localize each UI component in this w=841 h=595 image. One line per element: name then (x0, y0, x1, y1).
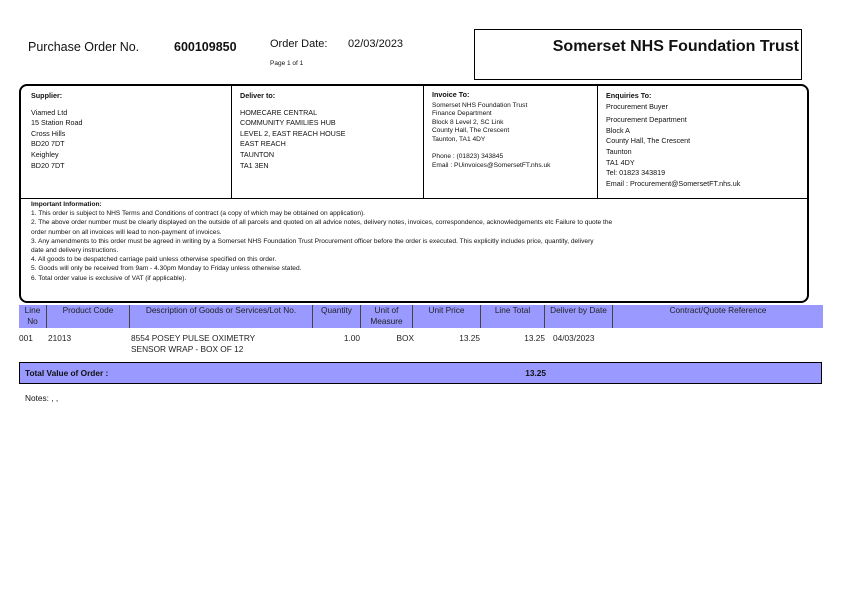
spacer (432, 145, 594, 154)
divider (21, 198, 807, 199)
deliver-line: TAUNTON (240, 149, 275, 159)
row-unit-of-measure: BOX (396, 333, 414, 343)
enquiries-line: TA1 4DY (606, 157, 635, 167)
divider (231, 86, 232, 198)
column-header-contract-ref: Contract/Quote Reference (669, 305, 767, 315)
invoice-line: Finance Department (432, 110, 492, 118)
column-header-unit-price: Unit Price (413, 305, 481, 328)
trust-name-box (474, 29, 802, 80)
supplier-line: Cross Hills (31, 128, 66, 138)
column-header-unit-of-measure: Unit of Measure (361, 305, 413, 328)
important-line: 1. This order is subject to NHS Terms and Conditions of contract (a copy of which may be obtained on application). (31, 210, 366, 218)
invoice-title: Invoice To: (432, 90, 470, 99)
po-number: 600109850 (174, 40, 237, 54)
enquiries-line: Taunton (606, 146, 632, 156)
supplier-line: BD20 7DT (31, 160, 65, 170)
page-indicator: Page 1 of 1 (270, 60, 304, 67)
row-line-total: 13.25 (524, 333, 545, 343)
supplier-line: 15 Station Road (31, 118, 83, 128)
notes: Notes: , , (25, 393, 59, 403)
supplier-block (31, 91, 221, 171)
deliver-line: HOMECARE CENTRAL (240, 107, 318, 117)
deliver-line: TA1 3EN (240, 160, 269, 170)
important-title: Important Information: (31, 201, 102, 208)
deliver-title: Deliver to: (240, 91, 276, 100)
invoice-line: Phone : (01823) 343845 (432, 153, 504, 161)
enquiries-line: Procurement Buyer (606, 101, 668, 111)
total-label: Total Value of Order : (25, 368, 109, 378)
column-header-quantity: Quantity (313, 305, 361, 328)
column-header-deliver-by: Deliver by Date (545, 305, 613, 328)
enquiries-line: Procurement Department (606, 115, 687, 125)
supplier-line: Keighley (31, 149, 59, 159)
invoice-line: County Hall, The Crescent (432, 127, 510, 135)
table-row (0, 333, 841, 357)
po-label: Purchase Order No. (28, 40, 140, 54)
important-line: 3. Any amendments to this order must be agreed in writing by a Somerset NHS Foundation Trust Procurement officer before the order is executed. This explicitly includes price, quantity, delivery (31, 237, 594, 245)
supplier-line: BD20 7DT (31, 139, 65, 149)
enquiries-line: Tel: 01823 343819 (606, 168, 666, 178)
items-table-header (19, 305, 823, 328)
supplier-title: Supplier: (31, 91, 63, 100)
row-deliver-by: 04/03/2023 (553, 333, 595, 343)
enquiries-line: County Hall, The Crescent (606, 136, 691, 146)
important-information (31, 200, 801, 283)
order-date-value: 02/03/2023 (348, 38, 404, 50)
row-description-line1: 8554 POSEY PULSE OXIMETRY (131, 333, 256, 343)
row-quantity: 1.00 (343, 333, 360, 343)
enquiries-line: Email : Procurement@SomersetFT.nhs.uk (606, 178, 741, 188)
important-line: 6. Total order value is exclusive of VAT (if applicable). (31, 274, 187, 282)
important-line: 5. Goods will only be received from 9am - 4.30pm Monday to Friday unless otherwise stated. (31, 265, 302, 273)
enquiries-block (606, 91, 801, 189)
important-line: order number on all invoices will lead to non-payment of invoices. (31, 228, 222, 236)
deliver-line: LEVEL 2, EAST REACH HOUSE (240, 128, 346, 138)
row-product-code: 21013 (48, 333, 72, 343)
column-header-description: Description of Goods or Services/Lot No. (130, 305, 313, 328)
order-date-label: Order Date: (270, 38, 328, 50)
enquiries-line: Block A (606, 125, 630, 135)
column-header-line-no: Line No (19, 305, 47, 328)
row-line-no: 001 (19, 333, 33, 343)
invoice-line: Email : PUinvoices@SomersetFT.nhs.uk (432, 161, 551, 169)
deliver-block (240, 91, 420, 171)
invoice-line: Block 8 Level 2, SC Link (432, 118, 504, 126)
total-value: 13.25 (525, 368, 546, 378)
supplier-line: Viamed Ltd (31, 107, 68, 117)
column-header-product-code: Product Code (47, 305, 130, 328)
important-line: date and delivery instructions. (31, 247, 119, 255)
important-line: 4. All goods to be despatched carriage paid unless otherwise specified on this order. (31, 256, 277, 264)
column-header-line-total: Line Total (481, 305, 545, 328)
deliver-line: COMMUNITY FAMILIES HUB (240, 118, 336, 128)
order-info-box (19, 84, 809, 303)
total-bar (19, 362, 822, 384)
row-description-line2: SENSOR WRAP - BOX OF 12 (131, 344, 244, 354)
invoice-block (432, 91, 594, 170)
trust-name: Somerset NHS Foundation Trust (552, 38, 799, 55)
important-line: 2. The above order number must be clearly displayed on the outside of all parcels and quoted on all advice notes, delivery notes, invoices, correspondence, acknowledgements etc Failure to quote the (31, 219, 613, 227)
divider (597, 86, 598, 198)
invoice-line: Taunton, TA1 4DY (432, 135, 486, 143)
invoice-line: Somerset NHS Foundation Trust (432, 101, 528, 109)
divider (423, 86, 424, 198)
row-unit-price: 13.25 (459, 333, 480, 343)
enquiries-title: Enquiries To: (606, 91, 652, 100)
deliver-line: EAST REACH (240, 139, 286, 149)
